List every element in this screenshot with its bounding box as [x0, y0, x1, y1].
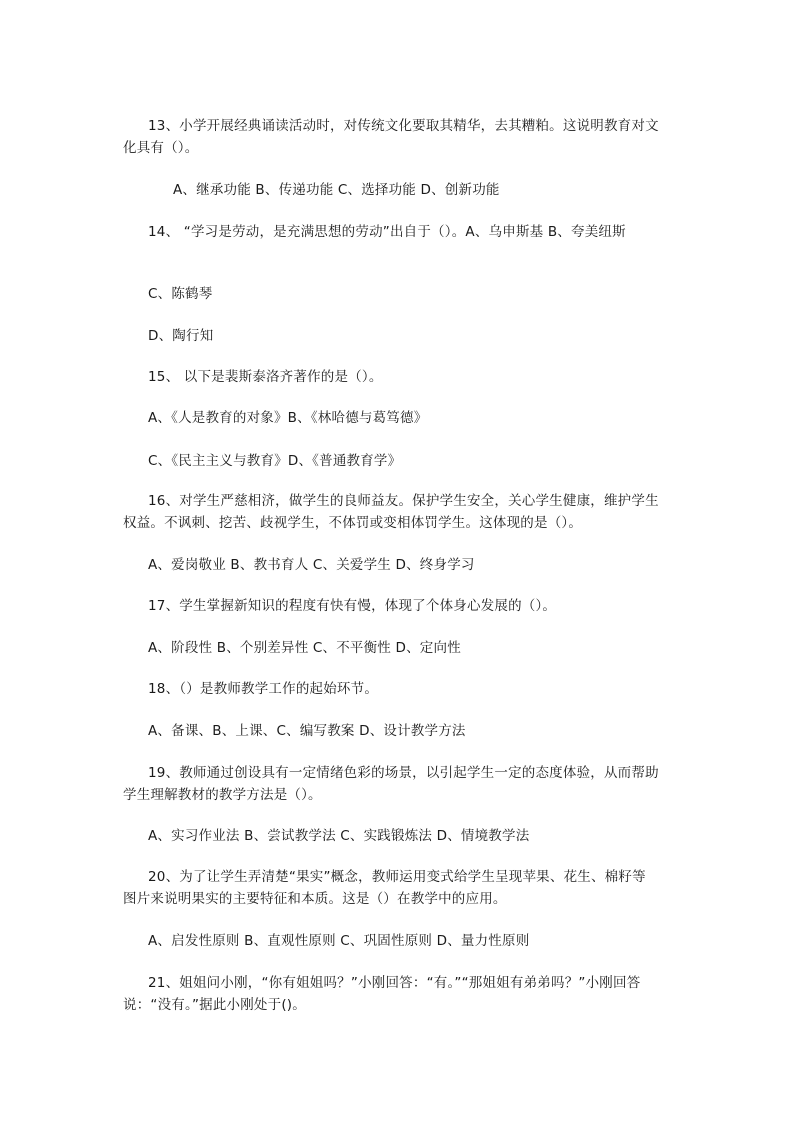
- q19-stem-line1: 19、教师通过创设具有一定情绪色彩的场景，以引起学生一定的态度体验，从而帮助: [148, 765, 659, 781]
- q16-stem-line2: 权益。不讽刺、挖苦、歧视学生，不体罚或变相体罚学生。这体现的是（）。: [123, 515, 583, 531]
- q14-option-c: C、陈鹤琴: [148, 286, 213, 302]
- q15-stem: 15、 以下是裴斯泰洛齐著作的是（）。: [148, 369, 383, 385]
- q14-option-d: D、陶行知: [148, 328, 214, 344]
- q14-stem: 14、 “学习是劳动，是充满思想的劳动”出自于（）。A、乌申斯基 B、夸美纽斯: [148, 224, 626, 240]
- q21-stem-line1: 21、姐姐问小刚，“你有姐姐吗？”小刚回答：“有。”“那姐姐有弟弟吗？”小刚回答: [148, 975, 641, 991]
- q18-stem: 18、（）是教师教学工作的起始环节。: [148, 681, 379, 697]
- q13-options: A、继承功能 B、传递功能 C、选择功能 D、创新功能: [173, 182, 500, 198]
- q18-options: A、备课、B、上课、C、编写教案 D、设计教学方法: [148, 723, 466, 739]
- q20-stem-line1: 20、为了让学生弄清楚“果实”概念，教师运用变式给学生呈现苹果、花生、棉籽等: [148, 869, 646, 885]
- q15-options-ab: A、《人是教育的对象》B、《林哈德与葛笃德》: [148, 410, 428, 426]
- q19-stem-line2: 学生理解教材的教学方法是（）。: [123, 787, 322, 803]
- q20-stem-line2: 图片来说明果实的主要特征和本质。这是（）在教学中的应用。: [123, 891, 507, 907]
- q17-stem: 17、学生掌握新知识的程度有快有慢，体现了个体身心发展的（）。: [148, 598, 557, 614]
- q17-options: A、阶段性 B、个别差异性 C、不平衡性 D、定向性: [148, 640, 461, 656]
- q20-options: A、启发性原则 B、直观性原则 C、巩固性原则 D、量力性原则: [148, 933, 530, 949]
- q13-stem-line1: 13、小学开展经典诵读活动时，对传统文化要取其精华，去其糟粕。这说明教育对文: [148, 118, 659, 134]
- q19-options: A、实习作业法 B、尝试教学法 C、实践锻炼法 D、情境教学法: [148, 828, 530, 844]
- q21-stem-line2: 说：“没有。”据此小刚处于()。: [123, 997, 306, 1013]
- q16-options: A、爱岗敬业 B、教书育人 C、关爱学生 D、终身学习: [148, 557, 475, 573]
- q13-stem-line2: 化具有（）。: [123, 140, 199, 156]
- q16-stem-line1: 16、对学生严慈相济，做学生的良师益友。保护学生安全，关心学生健康，维护学生: [148, 493, 659, 509]
- q15-options-cd: C、《民主主义与教育》D、《普通教育学》: [148, 453, 402, 469]
